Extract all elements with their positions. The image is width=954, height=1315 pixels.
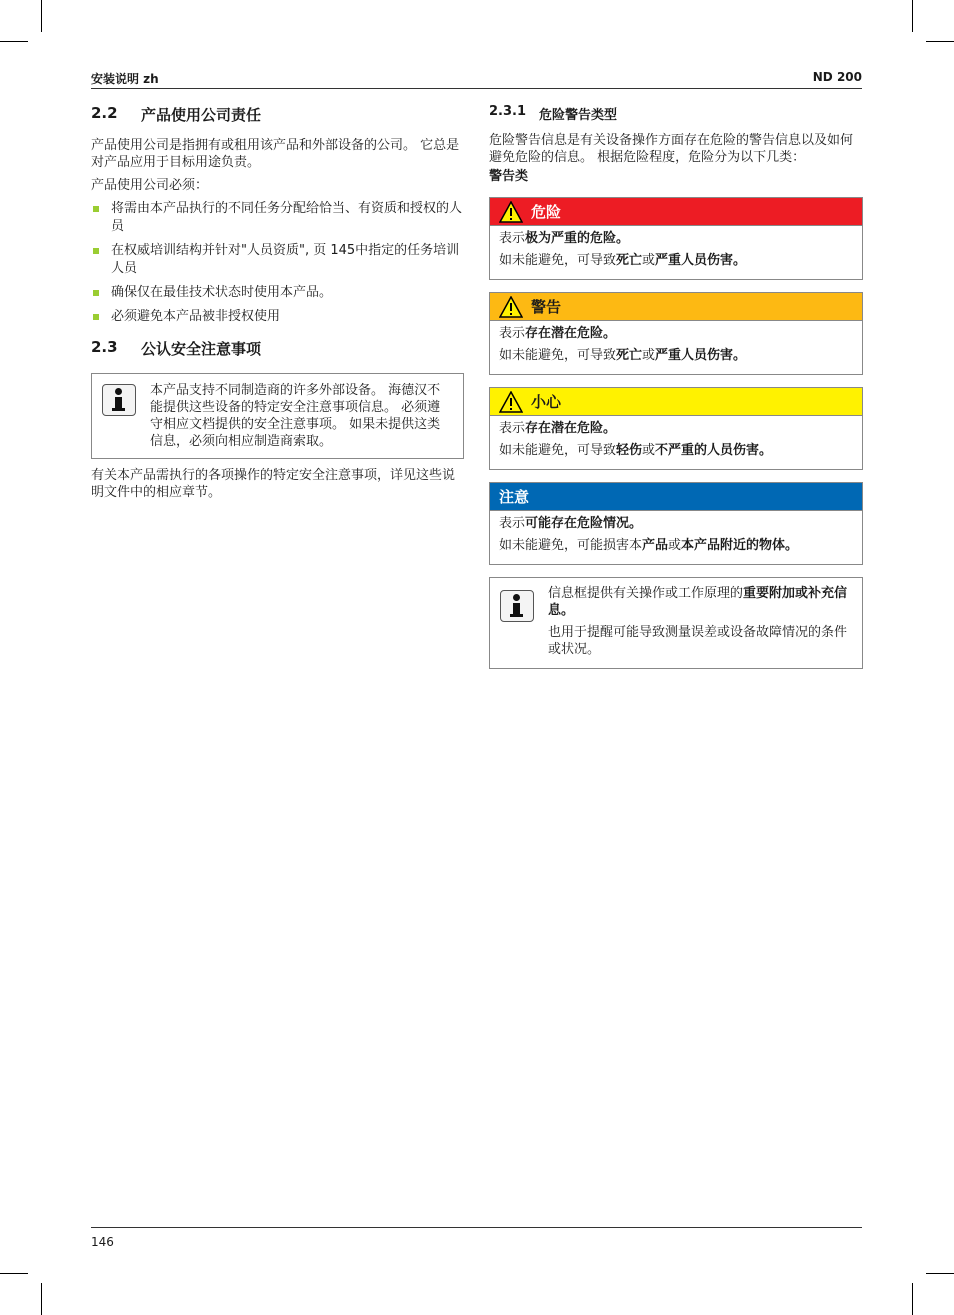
paragraph: 产品使用公司是指拥有或租用该产品和外部设备的公司。 它总是对产品应用于目标用途负责。	[91, 138, 460, 170]
header-doc-title: 安装说明 zh	[91, 72, 159, 86]
list-item: 在权威培训结构并针对"人员资质", 页 145中指定的任务培训人员	[91, 242, 464, 278]
section-number: 2.3	[91, 338, 118, 356]
notice-line-1: 表示可能存在危险情况。	[499, 516, 643, 531]
crop-mark	[41, 1283, 42, 1315]
info-box	[489, 577, 863, 669]
crop-mark	[0, 1273, 28, 1274]
warning-triangle-icon	[499, 201, 523, 223]
crop-mark	[912, 1283, 913, 1315]
list-item: 必须避免本产品被非授权使用	[91, 308, 464, 326]
danger-title: 危险	[531, 203, 562, 221]
warning-header	[490, 293, 862, 321]
warning-box	[489, 292, 863, 375]
left-column	[91, 104, 464, 501]
info-line-2: 也用于提醒可能导致测量误差或设备故障情况的条件或状况。	[548, 625, 848, 657]
footer-divider	[91, 1227, 862, 1228]
caution-line-2: 如未能避免，可导致轻伤或不严重的人员伤害。	[499, 443, 773, 458]
warning-line-1: 表示存在潜在危险。	[499, 326, 617, 341]
section-heading-2-3-1	[489, 104, 863, 123]
danger-header	[490, 198, 862, 226]
danger-line-2: 如未能避免，可导致死亡或严重人员伤害。	[499, 253, 747, 268]
warning-line-2: 如未能避免，可导致死亡或严重人员伤害。	[499, 348, 747, 363]
page-number: 146	[91, 1235, 114, 1249]
section-title: 公认安全注意事项	[141, 340, 262, 358]
header-product: ND 200	[812, 70, 862, 84]
crop-mark	[912, 0, 913, 32]
bullet-list	[91, 200, 464, 326]
caution-header	[490, 388, 862, 416]
warning-types-label: 警告类	[489, 169, 529, 184]
warning-triangle-icon	[499, 391, 523, 413]
info-icon	[102, 384, 136, 416]
info-line-1: 信息框提供有关操作或工作原理的重要附加或补充信息。	[548, 586, 848, 618]
section-heading-2-3	[91, 338, 464, 359]
notice-line-2: 如未能避免，可能损害本产品或本产品附近的物体。	[499, 538, 799, 553]
crop-mark	[926, 1273, 954, 1274]
page-header	[91, 68, 862, 89]
info-box	[91, 373, 464, 459]
info-text: 本产品支持不同制造商的许多外部设备。 海德汉不能提供这些设备的特定安全注意事项信息。 必须遵守相应文档提供的安全注意事项。 如果未提供这类信息，必须向相应制造商索取。	[150, 383, 441, 449]
bullet-square-icon	[93, 314, 99, 320]
crop-mark	[926, 41, 954, 42]
caution-line-1: 表示存在潜在危险。	[499, 421, 617, 436]
paragraph: 危险警告信息是有关设备操作方面存在危险的警告信息以及如何避免危险的信息。 根据危险程度，危险分为以下几类：	[489, 133, 854, 165]
notice-box	[489, 482, 863, 565]
caution-box	[489, 387, 863, 470]
section-title: 危险警告类型	[539, 108, 618, 123]
info-icon	[500, 590, 534, 622]
section-number: 2.3.1	[489, 104, 527, 119]
bullet-square-icon	[93, 206, 99, 212]
warning-triangle-icon	[499, 296, 523, 318]
section-heading-2-2	[91, 104, 464, 125]
list-item: 确保仅在最佳技术状态时使用本产品。	[91, 284, 464, 302]
right-column	[489, 104, 863, 669]
paragraph: 有关本产品需执行的各项操作的特定安全注意事项，详见这些说明文件中的相应章节。	[91, 468, 456, 500]
paragraph: 产品使用公司必须：	[91, 178, 209, 193]
warning-title: 警告	[531, 298, 562, 316]
notice-header	[490, 483, 862, 511]
notice-title: 注意	[499, 488, 530, 506]
danger-line-1: 表示极为严重的危险。	[499, 231, 630, 246]
bullet-square-icon	[93, 290, 99, 296]
section-number: 2.2	[91, 104, 118, 122]
crop-mark	[0, 41, 28, 42]
danger-box	[489, 197, 863, 280]
list-item: 将需由本产品执行的不同任务分配给恰当、有资质和授权的人员	[91, 200, 464, 236]
section-title: 产品使用公司责任	[141, 106, 262, 124]
caution-title: 小心	[531, 393, 562, 411]
bullet-square-icon	[93, 248, 99, 254]
crop-mark	[41, 0, 42, 32]
